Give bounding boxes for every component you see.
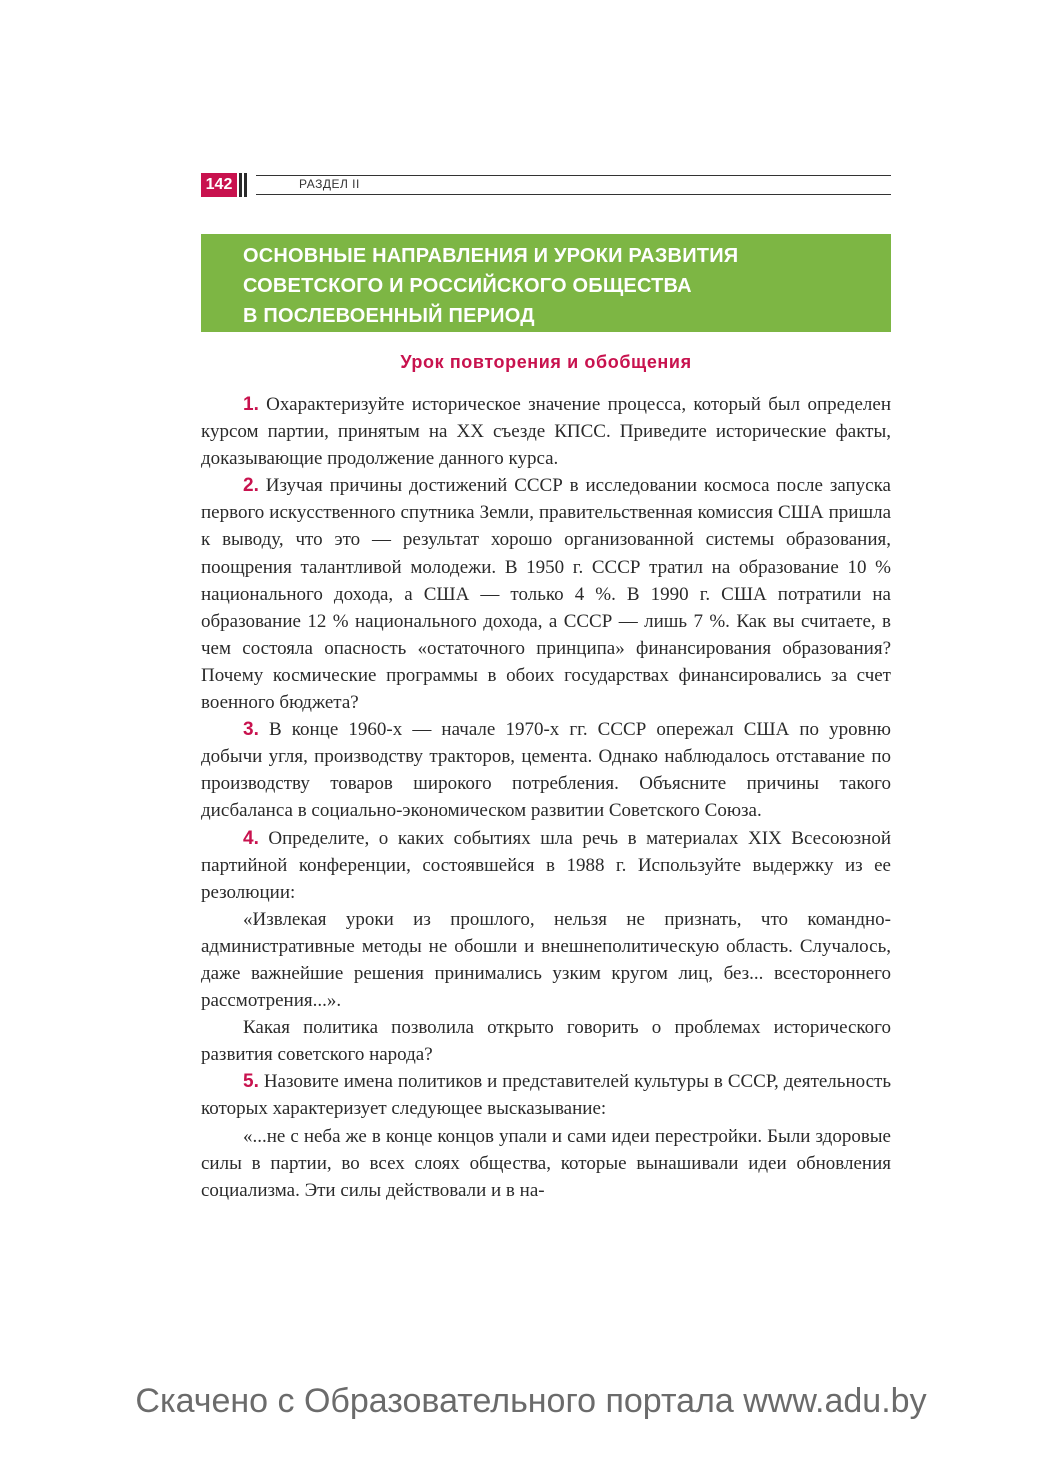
question-text: Охарактеризуйте историческое значение процесса, который был определен курсом партии, принятым на XX съезде КПСС. Приведите исторические факты, доказывающие продолжение данного курса. [201, 394, 891, 470]
question-2 [201, 472, 891, 716]
question-4 [201, 825, 891, 906]
question-number: 5. [243, 1071, 259, 1093]
page-header [201, 173, 891, 197]
question-number: 3. [243, 719, 259, 741]
question-text: Определите, о каких событиях шла речь в материалах XIX Всесоюзной партийной конференции, состоявшейся в 1988 г. Используйте выдержку из ее резолюции: [201, 827, 892, 903]
question-text: Назовите имена политиков и представителей культуры в СССР, деятельность которых характеризует следующее высказывание: [201, 1071, 892, 1120]
section-label: РАЗДЕЛ II [299, 177, 360, 191]
question-4-followup: Какая политика позволила открыто говорить о проблемах исторического развития советского народа? [201, 1017, 891, 1066]
question-number: 1. [243, 394, 259, 415]
chapter-title-line: СОВЕТСКОГО И РОССИЙСКОГО ОБЩЕСТВА [243, 275, 692, 297]
question-number: 4. [243, 827, 259, 849]
chapter-title-box [201, 234, 891, 332]
chapter-title-line: В ПОСЛЕВОЕННЫЙ ПЕРИОД [243, 305, 535, 327]
chapter-title-line: ОСНОВНЫЕ НАПРАВЛЕНИЯ И УРОКИ РАЗВИТИЯ [243, 245, 739, 267]
header-bar-icon [239, 173, 242, 197]
question-5-quote: «...не с неба же в конце концов упали и сами идеи перестройки. Были здоровые силы в партии, во всех слоях общества, которые вынашивали идеи обновления социализма. Эти силы действовали и в на- [201, 1125, 891, 1201]
question-5 [201, 1068, 891, 1122]
header-bar-icon [244, 173, 247, 197]
header-rule-top [256, 175, 891, 176]
question-1 [201, 391, 891, 472]
question-text: В конце 1960-х — начале 1970-х гг. СССР опережал США по уровню добычи угля, производству тракторов, цемента. Однако наблюдалось отставание по производству товаров широкого потребления. Объясните причины такого дисбаланса в социально-экономическом развитии Советского Союза. [201, 719, 892, 822]
lesson-subtitle: Урок повторения и обобщения [400, 352, 692, 372]
page-number: 142 [201, 173, 237, 197]
question-3 [201, 716, 891, 824]
download-watermark: Скачено с Образовательного портала www.adu.by [135, 1382, 927, 1420]
question-4-quote: «Извлекая уроки из прошлого, нельзя не признать, что командно-административные методы не обошли и внешнеполитическую область. Случалось, даже важнейшие решения принимались узким кругом лиц, без... всестороннего рассмотрения...». [201, 908, 891, 1012]
header-rule-bottom [256, 194, 891, 195]
question-number: 2. [243, 475, 259, 497]
question-text: Изучая причины достижений СССР в исследовании космоса после запуска первого искусственного спутника Земли, правительственная комиссия США пришла к выводу, что это — результат хорошо организованной системы образования, поощрения талантливой молодежи. В 1950 г. СССР тратил на образование 10 % национального дохода, а США — только 4 %. В 1990 г. США потратили на образование 12 % национального дохода, а СССР — лишь 7 %. Как вы считаете, в чем состояла опасность «остаточного принципа» финансирования образования? Почему космические программы в обоих государствах финансировались за счет военного бюджета? [201, 475, 891, 714]
lesson-body [201, 391, 891, 1204]
